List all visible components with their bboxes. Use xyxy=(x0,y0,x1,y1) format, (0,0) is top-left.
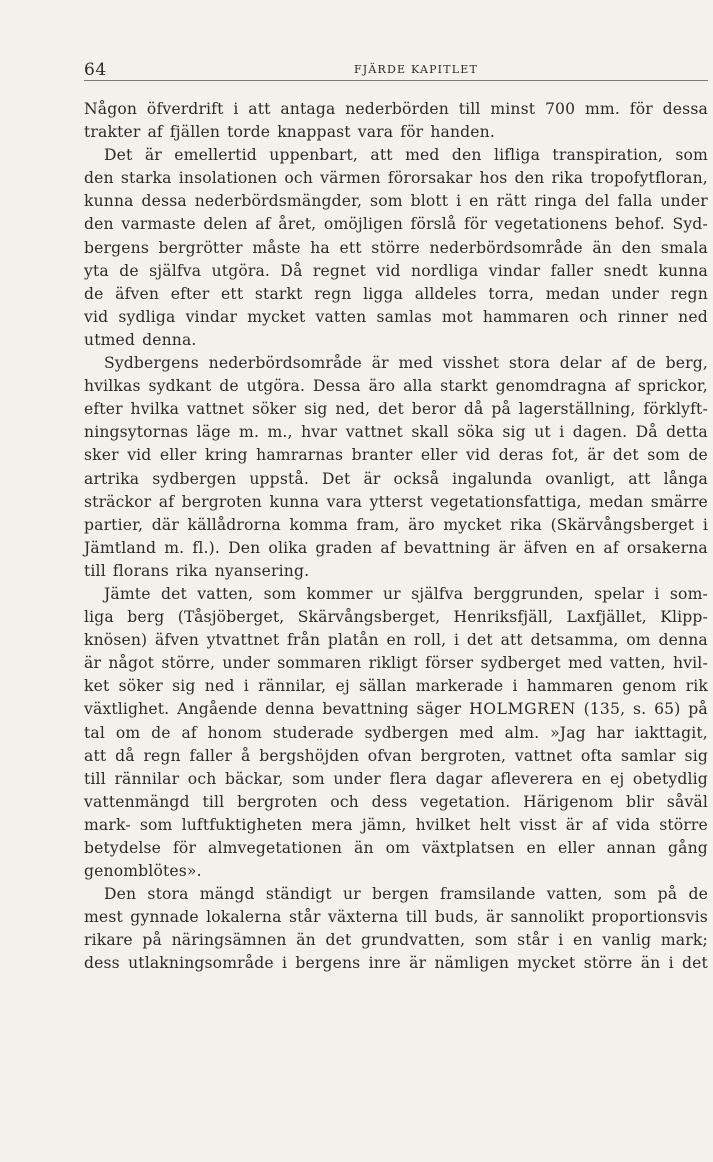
page-number: 64 xyxy=(84,60,107,80)
text-line: är något större, under sommaren rikligt förser sydberget med vatten, hvil- xyxy=(84,654,708,673)
text-line: utmed denna. xyxy=(84,330,197,349)
text-line: kunna dessa nederbördsmängder, som blott i en rätt ringa del falla under xyxy=(84,192,708,211)
text-line: trakter af fjällen torde knappast vara för handen. xyxy=(84,123,495,142)
text-line: att då regn faller å bergshöjden ofvan bergroten, vattnet ofta samlar sig xyxy=(84,746,708,765)
text-line: knösen) äfven ytvattnet från platån en roll, i det att detsamma, om denna xyxy=(84,631,708,650)
text-line: den starka insolationen och värmen förorsakar hos den rika tropofytfloran, xyxy=(84,169,708,188)
text-line: betydelse för almvegetationen än om växtplatsen en eller annan gång xyxy=(84,839,708,857)
page-header xyxy=(84,58,708,81)
text-line: bergens bergrötter måste ha ett större nederbördsområde än den smala xyxy=(84,238,708,257)
text-line: dess utlakningsområde i bergens inre är nämligen mycket större än i det xyxy=(84,954,708,973)
text-line: till rännilar och bäckar, som under flera dagar afleverera en ej obetydlig xyxy=(84,769,708,788)
text-line: partier, där källådrorna komma fram, äro mycket rika (Skärvångsberget i xyxy=(84,515,708,534)
text-line: Någon öfverdrift i att antaga nederbörden till minst 700 mm. för dessa xyxy=(84,100,708,118)
text-line: mark- som luftfuktigheten mera jämn, hvilket helt visst är af vida större xyxy=(84,815,708,834)
body-text xyxy=(84,98,708,976)
text-line: Sydbergens nederbördsområde är med visshet stora delar af de berg, xyxy=(104,354,708,373)
text-line: ket söker sig ned i rännilar, ej sällan markerade i hammaren genom rik xyxy=(84,677,708,696)
text-line: sträckor af bergroten kunna vara ytterst vegetationsfattiga, medan smärre xyxy=(84,492,708,511)
text-line: efter hvilka vattnet söker sig ned, det beror då på lagerställning, förklyft- xyxy=(84,400,708,419)
text-line: rikare på näringsämnen än det grundvatten, som står i en vanlig mark; xyxy=(84,931,708,950)
text-line: artrika sydbergen uppstå. Det är också ingalunda ovanligt, att långa xyxy=(84,469,708,488)
text-line: liga berg (Tåsjöberget, Skärvångsberget, Henriksfjäll, Laxfjället, Klipp- xyxy=(84,608,708,627)
text-line: mest gynnade lokalerna står växterna till buds, är sannolikt proportionsvis xyxy=(84,908,708,927)
text-line: den varmaste delen af året, omöjligen förslå för vegetationens behof. Syd- xyxy=(84,215,708,234)
running-head: FJÄRDE KAPITLET xyxy=(353,63,479,76)
text-line: Det är emellertid uppenbart, att med den lifliga transpiration, som xyxy=(104,146,708,165)
text-line: genomblötes». xyxy=(84,862,202,881)
text-line: tal om de af honom studerade sydbergen med alm. »Jag har iakttagit, xyxy=(84,723,708,742)
text-line: Jämtland m. fl.). Den olika graden af bevattning är äfven en af orsakerna xyxy=(84,538,708,557)
text-line: vattenmängd till bergroten och dess vegetation. Härigenom blir såväl xyxy=(84,792,708,811)
text-line: Jämte det vatten, som kommer ur själfva berggrunden, spelar i som- xyxy=(104,584,708,603)
text-line: hvilkas sydkant de utgöra. Dessa äro alla starkt genomdragna af sprickor, xyxy=(84,377,708,396)
text-line: till florans rika nyansering. xyxy=(84,561,310,580)
text-line: yta de själfva utgöra. Då regnet vid nordliga vindar faller snedt kunna xyxy=(84,261,708,280)
text-line: de äfven efter ett starkt regn ligga alldeles torra, medan under regn xyxy=(84,284,708,303)
text-line: vid sydliga vindar mycket vatten samlas mot hammaren och rinner ned xyxy=(84,307,708,326)
text-line: växtlighet. Angående denna bevattning säger HOLMGREN (135, s. 65) på xyxy=(84,700,708,719)
text-line: Den stora mängd ständigt ur bergen framsilande vatten, som på de xyxy=(104,885,708,904)
text-line: ningsytornas läge m. m., hvar vattnet skall söka sig ut i dagen. Då detta xyxy=(84,423,708,442)
text-line: sker vid eller kring hamrarnas branter eller vid deras fot, är det som de xyxy=(84,446,708,465)
